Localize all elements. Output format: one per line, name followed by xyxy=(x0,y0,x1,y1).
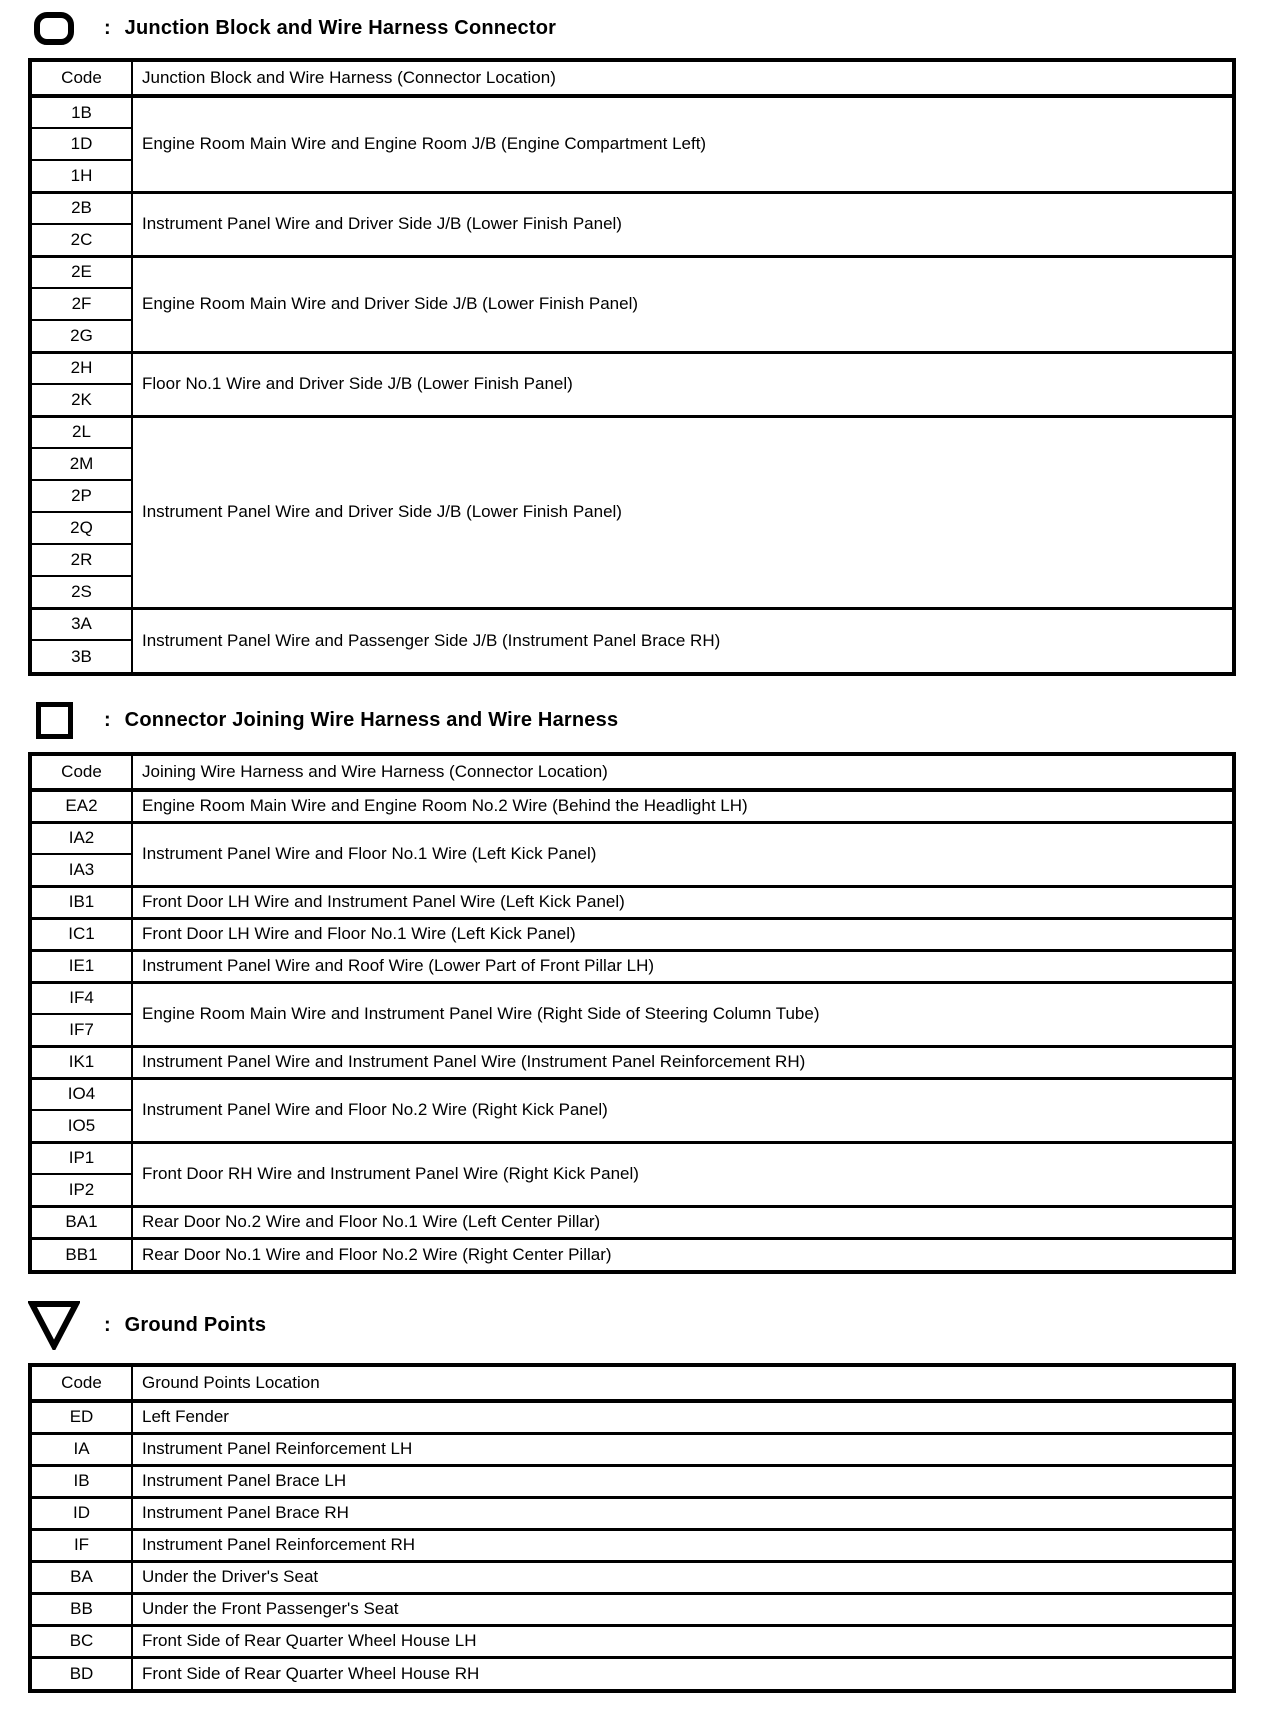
section-ground-points xyxy=(28,1300,1236,1693)
table-row xyxy=(32,1561,1232,1593)
section-header xyxy=(28,1300,1236,1350)
column-header-description: Ground Points Location xyxy=(132,1367,1232,1401)
description-cell: Instrument Panel Wire and Driver Side J/B (Lower Finish Panel) xyxy=(132,192,1232,256)
table-row xyxy=(32,982,1232,1014)
ground-points-table xyxy=(32,1367,1232,1689)
section-title: Junction Block and Wire Harness Connector xyxy=(124,17,557,39)
colon-separator: : xyxy=(104,17,111,39)
code-cell: 2M xyxy=(32,448,132,480)
column-header-description: Joining Wire Harness and Wire Harness (Connector Location) xyxy=(132,756,1232,790)
description-cell: Instrument Panel Brace LH xyxy=(132,1465,1232,1497)
description-cell: Under the Driver's Seat xyxy=(132,1561,1232,1593)
description-cell: Left Fender xyxy=(132,1401,1232,1433)
code-cell: 2F xyxy=(32,288,132,320)
table-row xyxy=(32,96,1232,128)
description-cell: Engine Room Main Wire and Engine Room J/B (Engine Compartment Left) xyxy=(132,96,1232,192)
code-cell: 2L xyxy=(32,416,132,448)
header-row xyxy=(32,1367,1232,1401)
description-cell: Instrument Panel Wire and Driver Side J/B (Lower Finish Panel) xyxy=(132,416,1232,608)
header-row xyxy=(32,62,1232,96)
icon-cell xyxy=(28,12,80,45)
description-cell: Instrument Panel Wire and Floor No.1 Wire (Left Kick Panel) xyxy=(132,822,1232,886)
junction-block-connector-icon xyxy=(34,12,74,45)
code-cell: BC xyxy=(32,1625,132,1657)
icon-cell xyxy=(28,702,80,739)
code-cell: 1D xyxy=(32,128,132,160)
table-row xyxy=(32,256,1232,288)
table-row xyxy=(32,790,1232,822)
table-row xyxy=(32,416,1232,448)
code-cell: BD xyxy=(32,1657,132,1689)
table-row xyxy=(32,1142,1232,1174)
code-cell: BA xyxy=(32,1561,132,1593)
table-row xyxy=(32,1625,1232,1657)
code-cell: 2K xyxy=(32,384,132,416)
description-cell: Rear Door No.1 Wire and Floor No.2 Wire (Right Center Pillar) xyxy=(132,1238,1232,1270)
table-row xyxy=(32,1433,1232,1465)
junction-block-table-border xyxy=(28,58,1236,676)
section-header xyxy=(28,12,1236,45)
colon-separator: : xyxy=(104,709,111,731)
table-row xyxy=(32,1401,1232,1433)
code-cell: BB xyxy=(32,1593,132,1625)
table-row xyxy=(32,822,1232,854)
joining-connector-table-border xyxy=(28,752,1236,1274)
table-row xyxy=(32,1238,1232,1270)
description-cell: Instrument Panel Reinforcement RH xyxy=(132,1529,1232,1561)
table-row xyxy=(32,1078,1232,1110)
code-cell: 2P xyxy=(32,480,132,512)
column-header-code: Code xyxy=(32,756,132,790)
joining-connector-table xyxy=(32,756,1232,1270)
code-cell: IO5 xyxy=(32,1110,132,1142)
code-cell: 2B xyxy=(32,192,132,224)
code-cell: IF xyxy=(32,1529,132,1561)
description-cell: Front Side of Rear Quarter Wheel House LH xyxy=(132,1625,1232,1657)
section-junction-block xyxy=(28,12,1236,676)
table-row xyxy=(32,352,1232,384)
code-cell: 2S xyxy=(32,576,132,608)
code-cell: ID xyxy=(32,1497,132,1529)
description-cell: Instrument Panel Wire and Roof Wire (Lower Part of Front Pillar LH) xyxy=(132,950,1232,982)
description-cell: Rear Door No.2 Wire and Floor No.1 Wire (Left Center Pillar) xyxy=(132,1206,1232,1238)
description-cell: Front Door RH Wire and Instrument Panel Wire (Right Kick Panel) xyxy=(132,1142,1232,1206)
code-cell: IB xyxy=(32,1465,132,1497)
code-cell: BA1 xyxy=(32,1206,132,1238)
icon-cell xyxy=(28,1300,80,1350)
code-cell: 2E xyxy=(32,256,132,288)
section-title: Connector Joining Wire Harness and Wire Harness xyxy=(124,709,619,731)
table-row xyxy=(32,1206,1232,1238)
code-cell: IA xyxy=(32,1433,132,1465)
section-joining-connector xyxy=(28,702,1236,1274)
section-title: Ground Points xyxy=(124,1313,267,1336)
table-row xyxy=(32,950,1232,982)
code-cell: 2R xyxy=(32,544,132,576)
description-cell: Instrument Panel Wire and Floor No.2 Wire (Right Kick Panel) xyxy=(132,1078,1232,1142)
junction-block-table xyxy=(32,62,1232,672)
code-cell: IE1 xyxy=(32,950,132,982)
code-cell: BB1 xyxy=(32,1238,132,1270)
code-cell: IP2 xyxy=(32,1174,132,1206)
description-cell: Under the Front Passenger's Seat xyxy=(132,1593,1232,1625)
code-cell: 2Q xyxy=(32,512,132,544)
code-cell: IB1 xyxy=(32,886,132,918)
description-cell: Front Side of Rear Quarter Wheel House RH xyxy=(132,1657,1232,1689)
description-cell: Engine Room Main Wire and Engine Room No.2 Wire (Behind the Headlight LH) xyxy=(132,790,1232,822)
code-cell: EA2 xyxy=(32,790,132,822)
section-header xyxy=(28,702,1236,739)
code-cell: ED xyxy=(32,1401,132,1433)
ground-point-icon xyxy=(28,1300,80,1350)
column-header-code: Code xyxy=(32,1367,132,1401)
description-cell: Engine Room Main Wire and Driver Side J/B (Lower Finish Panel) xyxy=(132,256,1232,352)
code-cell: 2C xyxy=(32,224,132,256)
code-cell: 1H xyxy=(32,160,132,192)
description-cell: Instrument Panel Wire and Instrument Panel Wire (Instrument Panel Reinforcement RH) xyxy=(132,1046,1232,1078)
code-cell: IF7 xyxy=(32,1014,132,1046)
table-row xyxy=(32,918,1232,950)
colon-separator: : xyxy=(104,1313,111,1336)
code-cell: IP1 xyxy=(32,1142,132,1174)
table-row xyxy=(32,1465,1232,1497)
column-header-code: Code xyxy=(32,62,132,96)
code-cell: 2H xyxy=(32,352,132,384)
column-header-description: Junction Block and Wire Harness (Connector Location) xyxy=(132,62,1232,96)
table-row xyxy=(32,1497,1232,1529)
code-cell: IF4 xyxy=(32,982,132,1014)
description-cell: Engine Room Main Wire and Instrument Panel Wire (Right Side of Steering Column Tube) xyxy=(132,982,1232,1046)
table-row xyxy=(32,1046,1232,1078)
header-row xyxy=(32,756,1232,790)
code-cell: IK1 xyxy=(32,1046,132,1078)
code-cell: 2G xyxy=(32,320,132,352)
table-row xyxy=(32,1593,1232,1625)
code-cell: IO4 xyxy=(32,1078,132,1110)
table-row xyxy=(32,886,1232,918)
joining-connector-icon xyxy=(36,702,73,739)
code-cell: IA2 xyxy=(32,822,132,854)
code-cell: IC1 xyxy=(32,918,132,950)
description-cell: Front Door LH Wire and Instrument Panel Wire (Left Kick Panel) xyxy=(132,886,1232,918)
table-row xyxy=(32,608,1232,640)
description-cell: Instrument Panel Wire and Passenger Side J/B (Instrument Panel Brace RH) xyxy=(132,608,1232,672)
code-cell: 3A xyxy=(32,608,132,640)
table-row xyxy=(32,1529,1232,1561)
description-cell: Front Door LH Wire and Floor No.1 Wire (Left Kick Panel) xyxy=(132,918,1232,950)
description-cell: Floor No.1 Wire and Driver Side J/B (Lower Finish Panel) xyxy=(132,352,1232,416)
description-cell: Instrument Panel Reinforcement LH xyxy=(132,1433,1232,1465)
code-cell: IA3 xyxy=(32,854,132,886)
code-cell: 1B xyxy=(32,96,132,128)
table-row xyxy=(32,192,1232,224)
ground-points-table-border xyxy=(28,1363,1236,1693)
code-cell: 3B xyxy=(32,640,132,672)
table-row xyxy=(32,1657,1232,1689)
description-cell: Instrument Panel Brace RH xyxy=(132,1497,1232,1529)
